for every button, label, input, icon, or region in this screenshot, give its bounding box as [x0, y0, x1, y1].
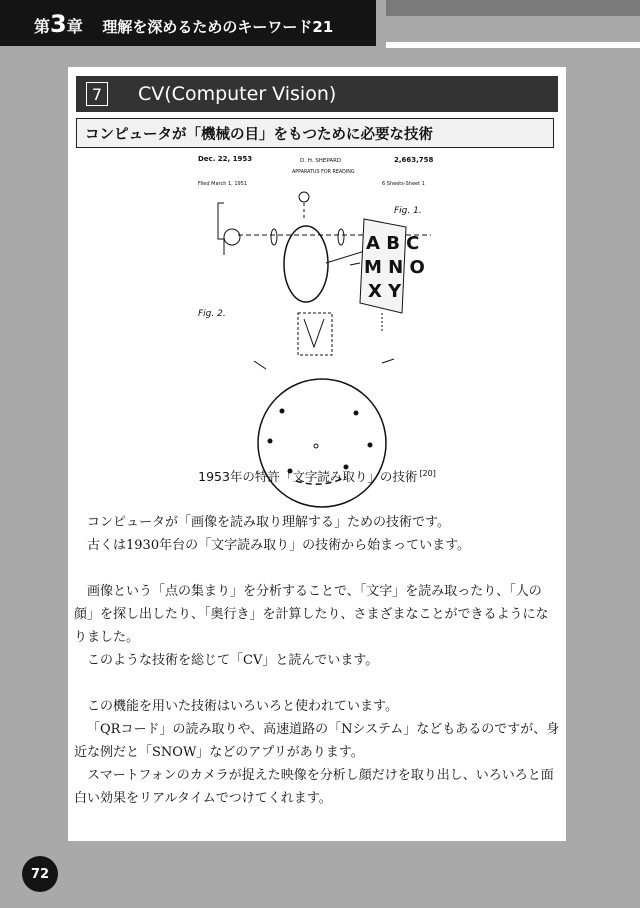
caption-reference: [20]: [419, 468, 436, 478]
chapter-suffix: 章: [66, 17, 83, 36]
letters-row-2: M N O: [364, 257, 425, 278]
section-title-bar: [76, 76, 558, 112]
body-text: [74, 511, 560, 810]
paragraph: このような技術を総じて「CV」と読んでいます。: [87, 653, 379, 668]
patent-number: 2,663,758: [394, 156, 434, 164]
patent-sheets: 6 Sheets-Sheet 1: [382, 181, 425, 187]
paragraph: 古くは1930年台の「文字読み取り」の技術から始まっています。: [87, 538, 471, 553]
fig2-label: Fig. 2.: [198, 309, 226, 319]
content-panel: [68, 67, 566, 841]
chapter-prefix: 第: [34, 17, 51, 36]
fig1-label: Fig. 1.: [394, 206, 422, 216]
patent-title: APPARATUS FOR READING: [292, 170, 355, 175]
patent-inventor: D. H. SHEPARD: [300, 158, 342, 164]
letters-row-3: X Y: [368, 281, 402, 302]
paragraph-gap: [74, 672, 560, 695]
chapter-title: [34, 10, 333, 38]
page-number: 72: [22, 856, 58, 892]
letters-row-1: A B C: [366, 233, 420, 254]
paragraph: コンピュータが「画像を読み取り理解する」ための技術です。: [87, 515, 450, 530]
paragraph-gap: [74, 557, 560, 580]
patent-date: Dec. 22, 1953: [198, 155, 253, 163]
chapter-subtitle: 理解を深めるためのキーワード21: [102, 18, 334, 36]
caption-text: 1953年の特許「文字読み取り」の技術: [198, 469, 418, 484]
patent-filed: Filed March 1, 1951: [198, 181, 248, 187]
paragraph: この機能を用いた技術はいろいろと使われています。: [87, 699, 398, 714]
section-number: 7: [86, 82, 108, 106]
section-title: CV(Computer Vision): [138, 83, 337, 105]
paragraph: 「QRコード」の読み取りや、高速道路の「Nシステム」などもあるのですが、身近な例だと「SNOW」などのアプリがあります。: [74, 722, 560, 760]
header-decoration-line: [386, 42, 640, 48]
figure-caption: [68, 467, 566, 485]
chapter-number: 3: [50, 10, 67, 38]
header-decoration-bar: [386, 0, 640, 16]
paragraph: 画像という「点の集まり」を分析することで、「文字」を読み取ったり、「人の顔」を探し出したり、「奥行き」を計算したり、さまざまなことができるようになりました。: [74, 584, 549, 645]
paragraph: スマートフォンのカメラが捉えた映像を分析し顔だけを取り出し、いろいろと面白い効果をリアルタイムでつけてくれます。: [74, 768, 554, 806]
section-subheading: コンピュータが「機械の目」をもつために必要な技術: [76, 118, 554, 148]
